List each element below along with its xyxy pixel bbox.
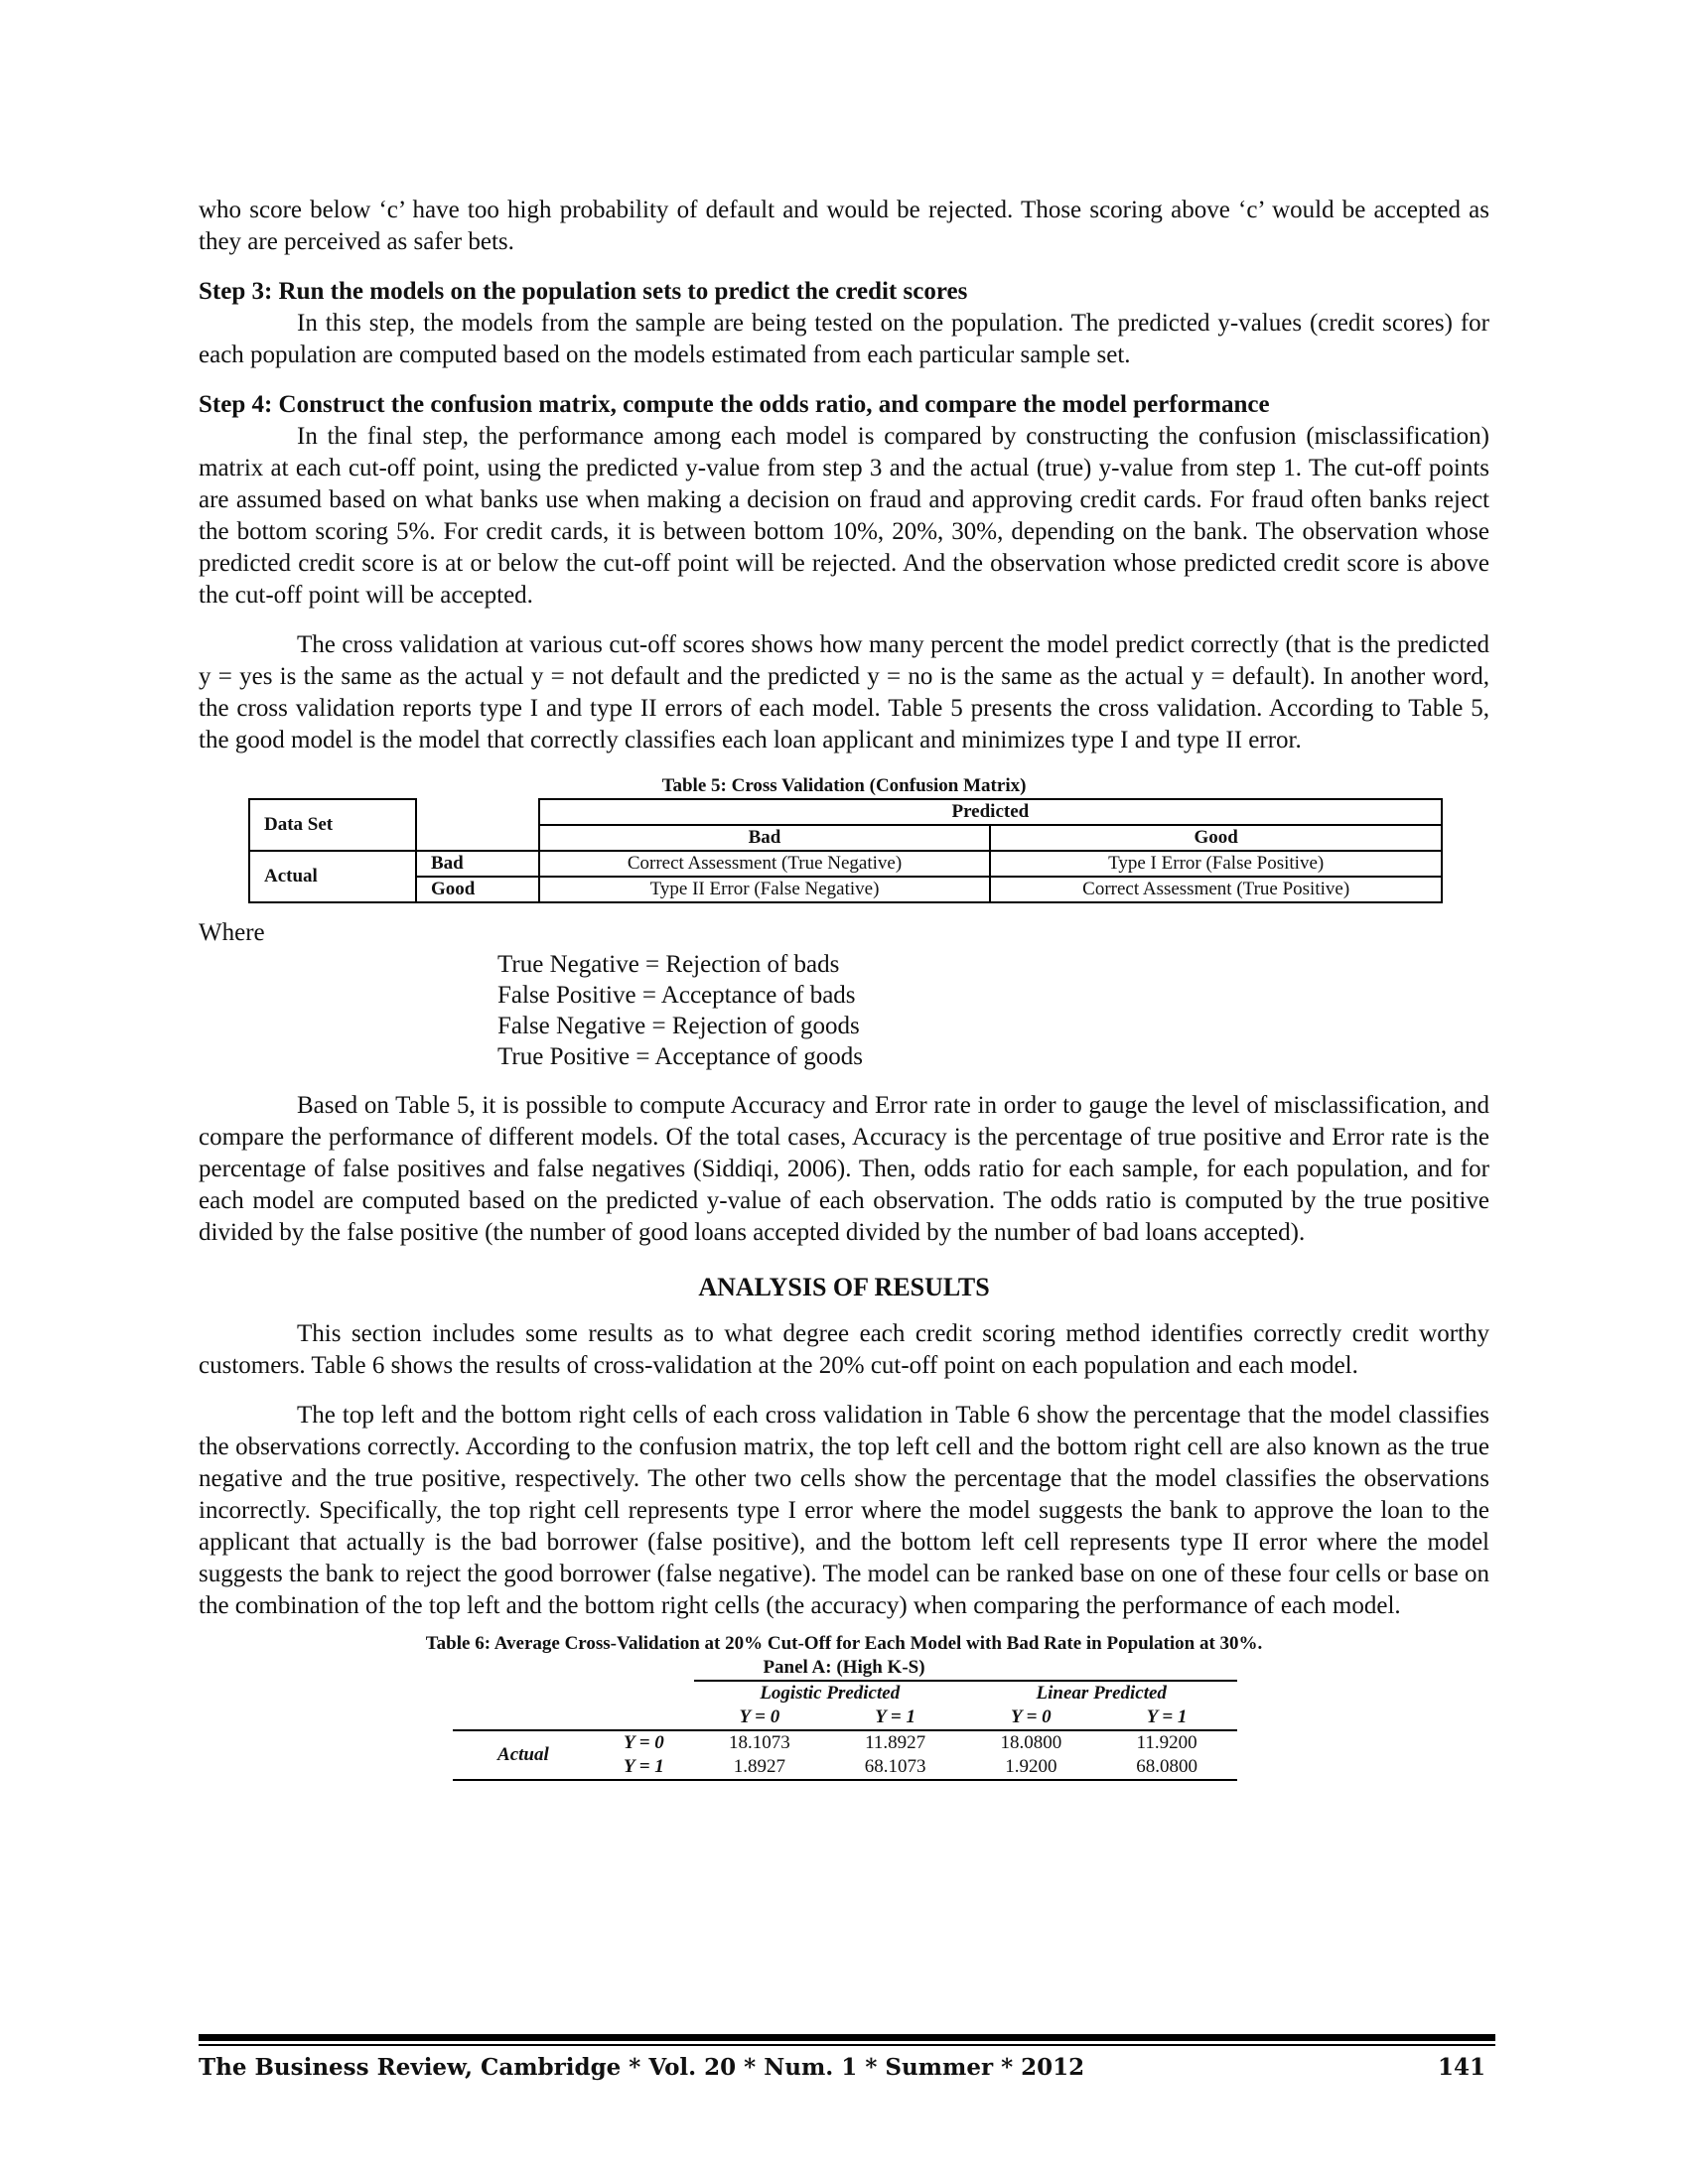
row-y1-label: Y = 1 [594, 1755, 694, 1780]
linear-y1-header: Y = 1 [1096, 1706, 1237, 1730]
data-set-header: Data Set [249, 799, 416, 851]
page-body [199, 195, 1489, 1781]
table5-caption: Table 5: Cross Validation (Confusion Matrix) [661, 775, 1027, 796]
actual-good-row-label: Good [416, 877, 539, 902]
linear-y0-header: Y = 0 [966, 1706, 1097, 1730]
table-cell: 68.1073 [825, 1755, 966, 1780]
table6-caption: Table 6: Average Cross-Validation at 20% Cut-Off for Each Model with Bad Rate in Population at 30%. [425, 1633, 1263, 1654]
table6-panel: Panel A: (High K-S) [763, 1657, 925, 1678]
predicted-good-header: Good [990, 825, 1442, 851]
definition-item: True Negative = Rejection of bads [497, 951, 840, 978]
table-cell: 1.9200 [966, 1755, 1097, 1780]
table-cell: 18.0800 [1000, 1732, 1062, 1753]
footer-rule-thick [199, 2034, 1495, 2041]
predicted-header: Predicted [539, 799, 1442, 825]
page-footer [199, 2053, 1495, 2083]
step4-heading: Step 4: Construct the confusion matrix, compute the odds ratio, and compare the model performance [199, 391, 1270, 418]
footer-rule-thin [199, 2044, 1495, 2046]
logistic-y0-header: Y = 0 [694, 1706, 825, 1730]
step4-body: In the final step, the performance among each model is compared by constructing the confusion (misclassification) matrix at each cut-off point, using the predicted y-value from step 3 and the actual (true) y-value from step 1. The cut-off points are assumed based on what banks use when making a decision on fraud and approving credit cards. For fraud often banks reject the bottom scoring 5%. For credit cards, it is between bottom 10%, 20%, 30%, depending on the bank. The observation whose predicted credit score is at or below the cut-off point will be rejected. And the observation whose predicted credit score is above the cut-off point will be accepted. [199, 423, 1489, 609]
page-number: 141 [1437, 2054, 1485, 2081]
linear-predicted-header: Linear Predicted [966, 1681, 1238, 1706]
empty-cell [594, 1681, 694, 1706]
section-title: ANALYSIS OF RESULTS [698, 1273, 990, 1301]
false-positive-cell: Type I Error (False Positive) [990, 851, 1442, 877]
false-negative-cell: Type II Error (False Negative) [539, 877, 991, 902]
logistic-y1-header: Y = 1 [825, 1706, 966, 1730]
actual-bad-row-label: Bad [416, 851, 539, 877]
row-y0-label: Y = 0 [624, 1732, 664, 1753]
table-cell: 11.8927 [865, 1732, 926, 1753]
empty-cell [453, 1706, 594, 1730]
intro-paragraph: who score below ‘c’ have too high probability of default and would be rejected. Those scoring above ‘c’ would be accepted as they are perceived as safer bets. [199, 197, 1489, 255]
definition-item: False Positive = Acceptance of bads [497, 982, 856, 1009]
empty-cell [416, 799, 539, 851]
analysis-paragraph-2: The top left and the bottom right cells of each cross validation in Table 6 show the percentage that the model classifies the observations correctly. According to the confusion matrix, the top left cell and the bottom right cell are also known as the true negative and the true positive, respectively. The other two cells show the percentage that the model classifies the observations incorrectly. Specifically, the top right cell represents type I error where the model suggests the bank to approve the loan to the applicant that actually is the bad borrower (false positive), and the bottom left cell represents type II error where the model suggests the bank to reject the good borrower (false negative). The model can be ranked base on one of these four cells or base on the combination of the top left and the bottom right cells (the accuracy) when comparing the performance of each model. [199, 1402, 1489, 1619]
accuracy-paragraph: Based on Table 5, it is possible to compute Accuracy and Error rate in order to gauge the level of misclassification, and compare the performance of different models. Of the total cases, Accuracy is the percentage of true positive and Error rate is the percentage of false positives and false negatives (Siddiqi, 2006). Then, odds ratio for each sample, for each population, and for each model are computed based on the predicted y-value of each observation. The odds ratio is computed by the true positive divided by the false positive (the number of good loans accepted divided by the number of bad loans accepted). [199, 1092, 1489, 1246]
table6 [453, 1680, 1237, 1781]
empty-cell [594, 1706, 694, 1730]
actual-header: Actual [249, 851, 416, 902]
actual-label: Actual [453, 1730, 594, 1780]
table-cell: 11.9200 [1136, 1732, 1197, 1753]
empty-cell [453, 1681, 594, 1706]
table-cell: 1.8927 [694, 1755, 825, 1780]
logistic-predicted-header: Logistic Predicted [694, 1681, 965, 1706]
predicted-bad-header: Bad [539, 825, 991, 851]
journal-citation: The Business Review, Cambridge * Vol. 20 * Num. 1 * Summer * 2012 [199, 2054, 1085, 2081]
where-label: Where [199, 919, 265, 946]
definition-item: False Negative = Rejection of goods [497, 1013, 860, 1039]
table-cell: 68.0800 [1096, 1755, 1237, 1780]
step3-heading: Step 3: Run the models on the population sets to predict the credit scores [199, 278, 968, 305]
table5 [248, 798, 1443, 903]
definition-item: True Positive = Acceptance of goods [497, 1043, 863, 1070]
definitions-list [497, 949, 1489, 1072]
true-positive-cell: Correct Assessment (True Positive) [990, 877, 1442, 902]
true-negative-cell: Correct Assessment (True Negative) [539, 851, 991, 877]
cross-validation-paragraph: The cross validation at various cut-off scores shows how many percent the model predict correctly (that is the predicted y = yes is the same as the actual y = not default and the predicted y = no is the same as the actual y = default). In another word, the cross validation reports type I and type II errors of each model. Table 5 presents the cross validation. According to Table 5, the good model is the model that correctly classifies each loan applicant and minimizes type I and type II error. [199, 631, 1489, 753]
step3-body: In this step, the models from the sample are being tested on the population. The predicted y-values (credit scores) for each population are computed based on the models estimated from each particular sample set. [199, 310, 1489, 368]
table-cell: 18.1073 [729, 1732, 790, 1753]
analysis-paragraph-1: This section includes some results as to what degree each credit scoring method identifies correctly credit worthy customers. Table 6 shows the results of cross-validation at the 20% cut-off point on each population and each model. [199, 1320, 1489, 1379]
